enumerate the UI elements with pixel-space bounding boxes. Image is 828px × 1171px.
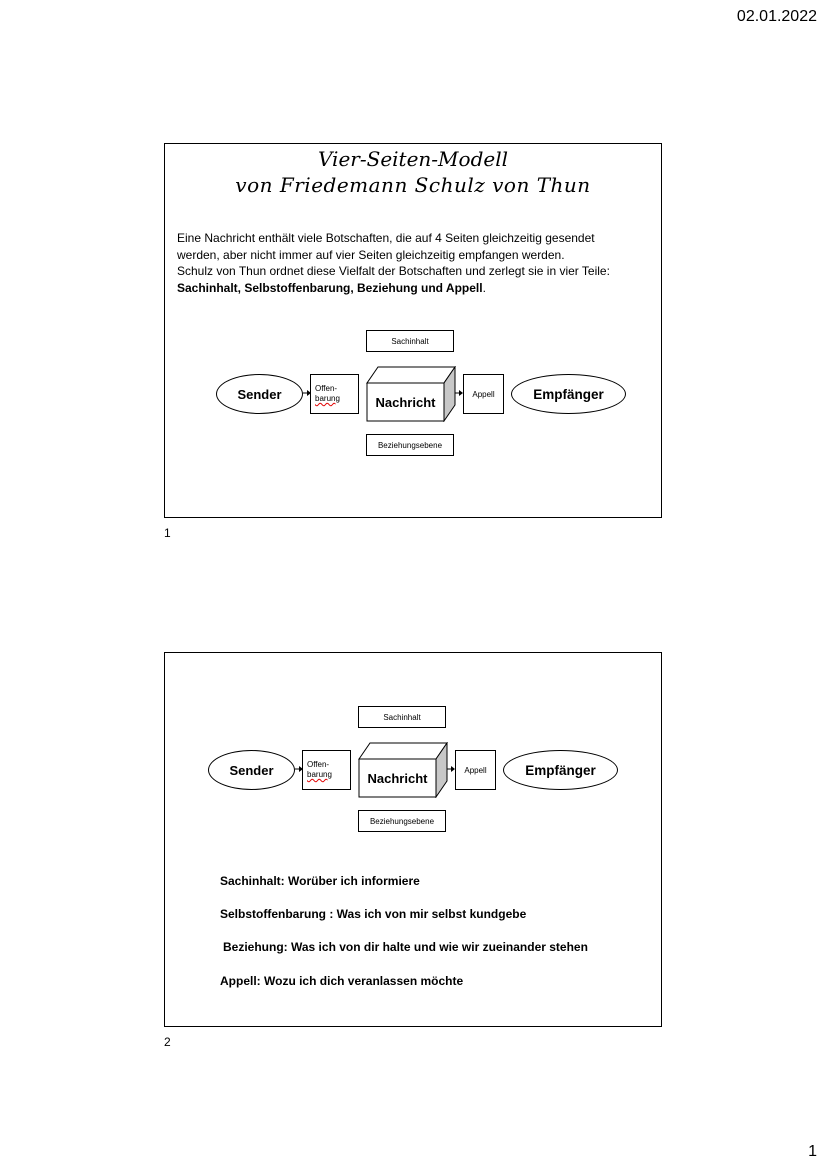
intro-line: Eine Nachricht enthält viele Botschaften, die auf 4 Seiten gleichzeitig gesendet	[177, 231, 595, 245]
sender-ellipse: Sender	[208, 750, 295, 790]
slide-number: 1	[164, 526, 171, 540]
offenbarung-box	[302, 750, 351, 790]
communication-diagram	[216, 330, 627, 460]
offenbarung-box	[310, 374, 359, 414]
nachricht-label: Nachricht	[375, 394, 436, 410]
document-date: 02.01.2022	[736, 8, 817, 25]
empfaenger-ellipse: Empfänger	[511, 374, 626, 414]
definition-item: Sachinhalt: Worüber ich informiere	[220, 874, 420, 888]
intro-line: werden, aber nicht immer auf vier Seiten gleichzeitig empfangen werden.	[177, 247, 565, 262]
intro-line	[177, 280, 645, 297]
sachinhalt-box: Sachinhalt	[366, 330, 454, 352]
slide-1	[164, 143, 662, 518]
intro-bold-terms: Sachinhalt, Selbstoffenbarung, Beziehung und Appell	[177, 280, 483, 295]
intro-text	[177, 230, 645, 296]
beziehungsebene-box: Beziehungsebene	[366, 434, 454, 456]
appell-box: Appell	[455, 750, 496, 790]
slide-2	[164, 652, 662, 1027]
offenbarung-line-2: barung	[315, 394, 340, 403]
nachricht-label: Nachricht	[367, 770, 428, 786]
intro-line: Schulz von Thun ordnet diese Vielfalt der Botschaften und zerlegt sie in vier Teile:	[177, 264, 610, 278]
appell-box: Appell	[463, 374, 504, 414]
communication-diagram	[208, 706, 619, 836]
offenbarung-line-1: Offen-	[307, 760, 330, 769]
offenbarung-line-1: Offen-	[315, 384, 338, 393]
slide-title	[165, 146, 661, 198]
offenbarung-line-2: barung	[307, 770, 332, 779]
definition-item: Selbstoffenbarung : Was ich von mir selbst kundgebe	[220, 907, 527, 921]
page-number: 1	[808, 1143, 817, 1160]
slide-number: 2	[164, 1035, 171, 1049]
definition-item: Beziehung: Was ich von dir halte und wie wir zueinander stehen	[223, 940, 588, 954]
title-line-1: Vier-Seiten-Modell	[317, 147, 509, 171]
sachinhalt-box: Sachinhalt	[358, 706, 446, 728]
title-line-2: von Friedemann Schulz von Thun	[235, 173, 591, 197]
intro-tail: .	[482, 280, 486, 295]
sender-ellipse: Sender	[216, 374, 303, 414]
empfaenger-ellipse: Empfänger	[503, 750, 618, 790]
beziehungsebene-box: Beziehungsebene	[358, 810, 446, 832]
definition-item: Appell: Wozu ich dich veranlassen möchte	[220, 974, 464, 988]
